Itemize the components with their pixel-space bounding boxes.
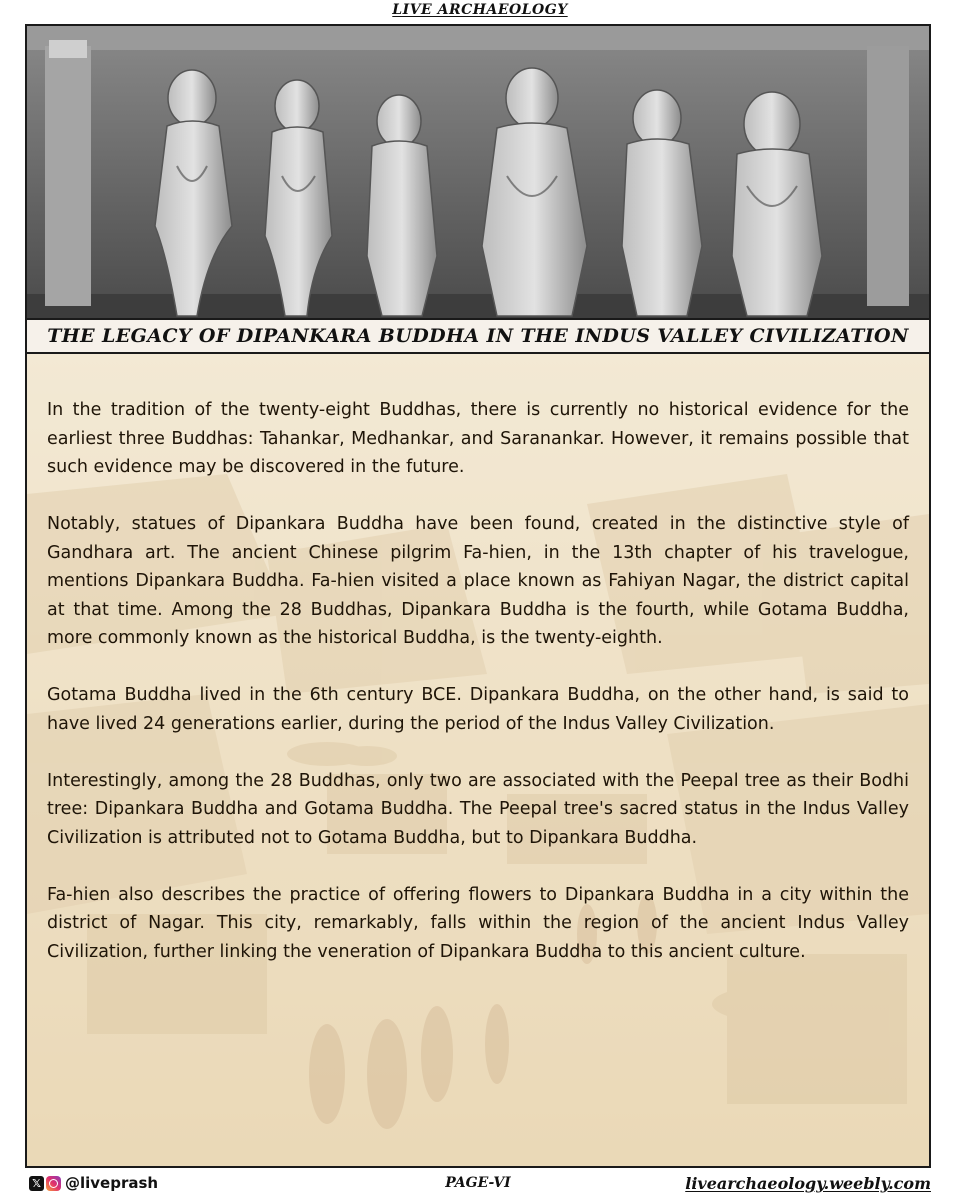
paragraph-4: Interestingly, among the 28 Buddhas, only two are associated with the Peepal tree as their Bodhi tree: Dipankara Buddha and Gotama Buddha. The Peepal tree's sacred status in the Indus Valley Civilization is attributed not to Gotama Buddha, but to Dipankara Buddha.	[47, 770, 909, 848]
paragraph-3: Gotama Buddha lived in the 6th century BCE. Dipankara Buddha, on the other hand, is said to have lived 24 generations earlier, during the period of the Indus Valley Civilization.	[47, 685, 909, 734]
paragraph-5: Fa-hien also describes the practice of offering flowers to Dipankara Buddha in a city within the district of Nagar. This city, remarkably, falls within the region of the ancient Indus Valley Civilization, further linking the veneration of Dipankara Buddha to this ancient culture.	[47, 884, 909, 962]
article-text	[47, 396, 909, 966]
paragraph-2: Notably, statues of Dipankara Buddha have been found, created in the distinctive style of Gandhara art. The ancient Chinese pilgrim Fa-hien, in the 13th chapter of his travelogue, mentions Dipankara Buddha. Fa-hien visited a place known as Fahiyan Nagar, the district capital at that time. Among the 28 Buddhas, Dipankara Buddha is the fourth, while Gotama Buddha, more commonly known as the historical Buddha, is the twenty-eighth.	[47, 514, 909, 648]
instagram-logo-icon[interactable]	[46, 1176, 61, 1191]
social-handle-group[interactable]	[29, 1174, 158, 1192]
footer	[25, 1172, 931, 1196]
social-handle[interactable]: @liveprash	[65, 1174, 159, 1192]
page-number: PAGE-VI	[445, 1175, 511, 1191]
article-body	[27, 354, 929, 1168]
website-link[interactable]: livearchaeology.weebly.com	[685, 1174, 931, 1193]
x-logo-icon[interactable]: 𝕏	[29, 1176, 44, 1191]
article-title-bar	[27, 318, 929, 354]
gandhara-relief-image	[27, 26, 929, 318]
site-title: LIVE ARCHAEOLOGY	[392, 2, 568, 18]
paragraph-1: In the tradition of the twenty-eight Buddhas, there is currently no historical evidence for the earliest three Buddhas: Tahankar, Medhankar, and Saranankar. However, it remains possible that such evidence may be discovered in the future.	[47, 400, 909, 477]
article-title: THE LEGACY OF DIPANKARA BUDDHA IN THE INDUS VALLEY CIVILIZATION	[47, 325, 909, 347]
page-frame	[25, 24, 931, 1168]
